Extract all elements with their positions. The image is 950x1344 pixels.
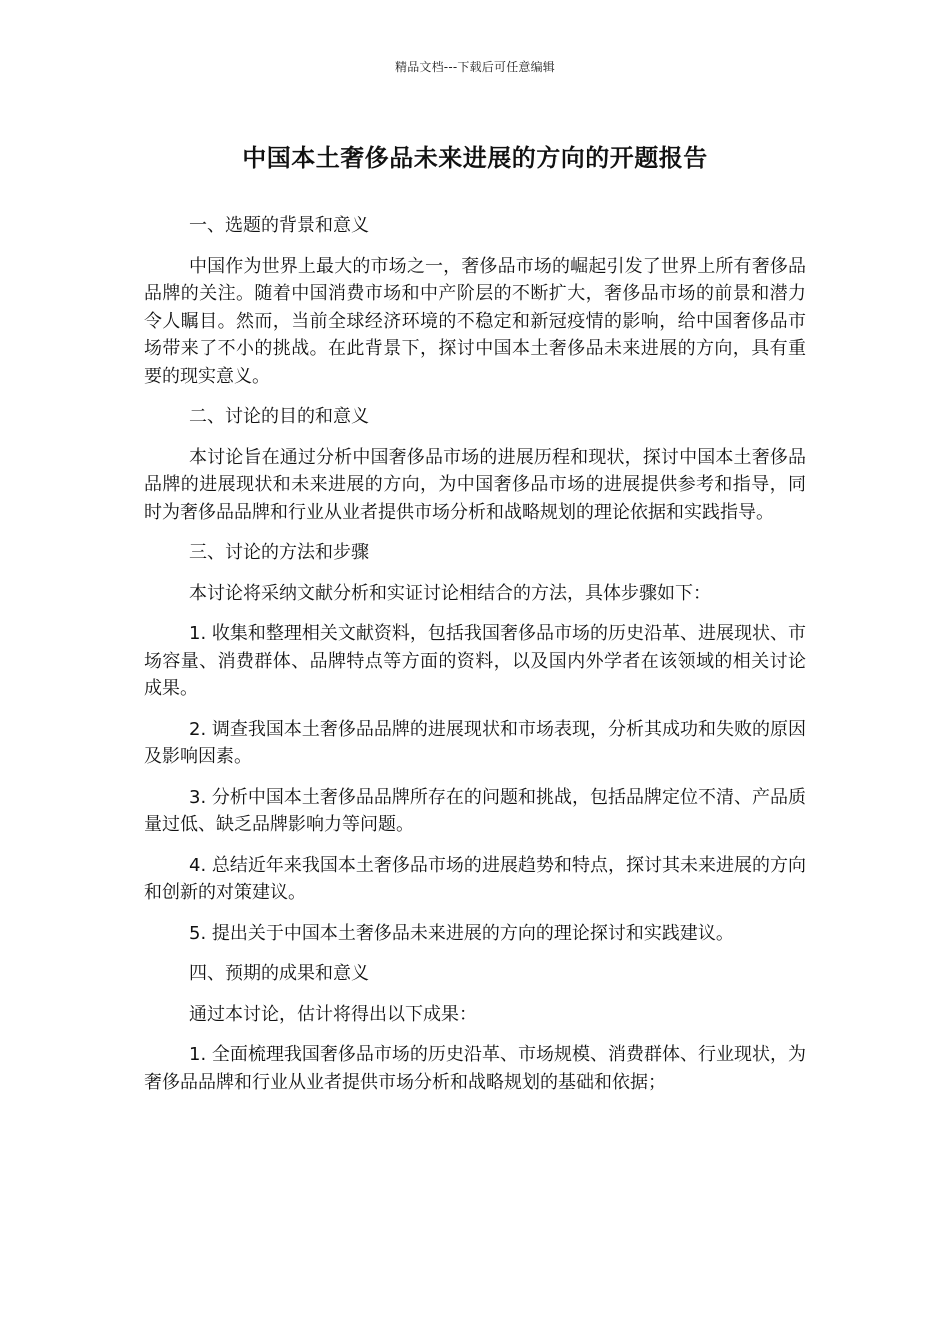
method-step-3: 3. 分析中国本土奢侈品品牌所存在的问题和挑战，包括品牌定位不清、产品质量过低、缺乏品牌影响力等问题。 (144, 786, 806, 835)
method-step-2: 2. 调查我国本土奢侈品品牌的进展现状和市场表现，分析其成功和失败的原因及影响因素。 (144, 718, 806, 767)
method-step-4: 4. 总结近年来我国本土奢侈品市场的进展趋势和特点，探讨其未来进展的方向和创新的对策建议。 (144, 854, 806, 903)
section-heading-background: 一、选题的背景和意义 (189, 215, 369, 236)
section-heading-purpose: 二、讨论的目的和意义 (189, 406, 369, 427)
paragraph-outcomes-intro: 通过本讨论，估计将得出以下成果： (189, 1003, 477, 1025)
outcome-item-1: 1. 全面梳理我国奢侈品市场的历史沿革、市场规模、消费群体、行业现状，为奢侈品品牌和行业从业者提供市场分析和战略规划的基础和依据； (144, 1044, 806, 1093)
method-step-1: 1. 收集和整理相关文献资料，包括我国奢侈品市场的历史沿革、进展现状、市场容量、消费群体、品牌特点等方面的资料，以及国内外学者在该领域的相关讨论成果。 (144, 623, 806, 699)
document-title: 中国本土奢侈品未来进展的方向的开题报告 (242, 144, 708, 172)
paragraph-background: 中国作为世界上最大的市场之一，奢侈品市场的崛起引发了世界上所有奢侈品品牌的关注。随着中国消费市场和中产阶层的不断扩大，奢侈品市场的前景和潜力令人瞩目。然而，当前全球经济环境的不稳定和新冠疫情的影响，给中国奢侈品市场带来了不小的挑战。在此背景下，探讨中国本土奢侈品未来进展的方向，具有重要的现实意义。 (144, 255, 806, 387)
section-heading-outcomes: 四、预期的成果和意义 (189, 963, 369, 984)
document-body (144, 212, 806, 1109)
section-heading-method: 三、讨论的方法和步骤 (189, 542, 369, 563)
paragraph-method-intro: 本讨论将采纳文献分析和实证讨论相结合的方法，具体步骤如下： (189, 582, 711, 604)
paragraph-purpose: 本讨论旨在通过分析中国奢侈品市场的进展历程和现状，探讨中国本土奢侈品品牌的进展现状和未来进展的方向，为中国奢侈品市场的进展提供参考和指导，同时为奢侈品品牌和行业从业者提供市场分析和战略规划的理论依据和实践指导。 (144, 446, 806, 523)
method-step-5: 5. 提出关于中国本土奢侈品未来进展的方向的理论探讨和实践建议。 (189, 922, 734, 944)
header-note: 精品文档---下载后可任意编辑 (395, 60, 555, 74)
